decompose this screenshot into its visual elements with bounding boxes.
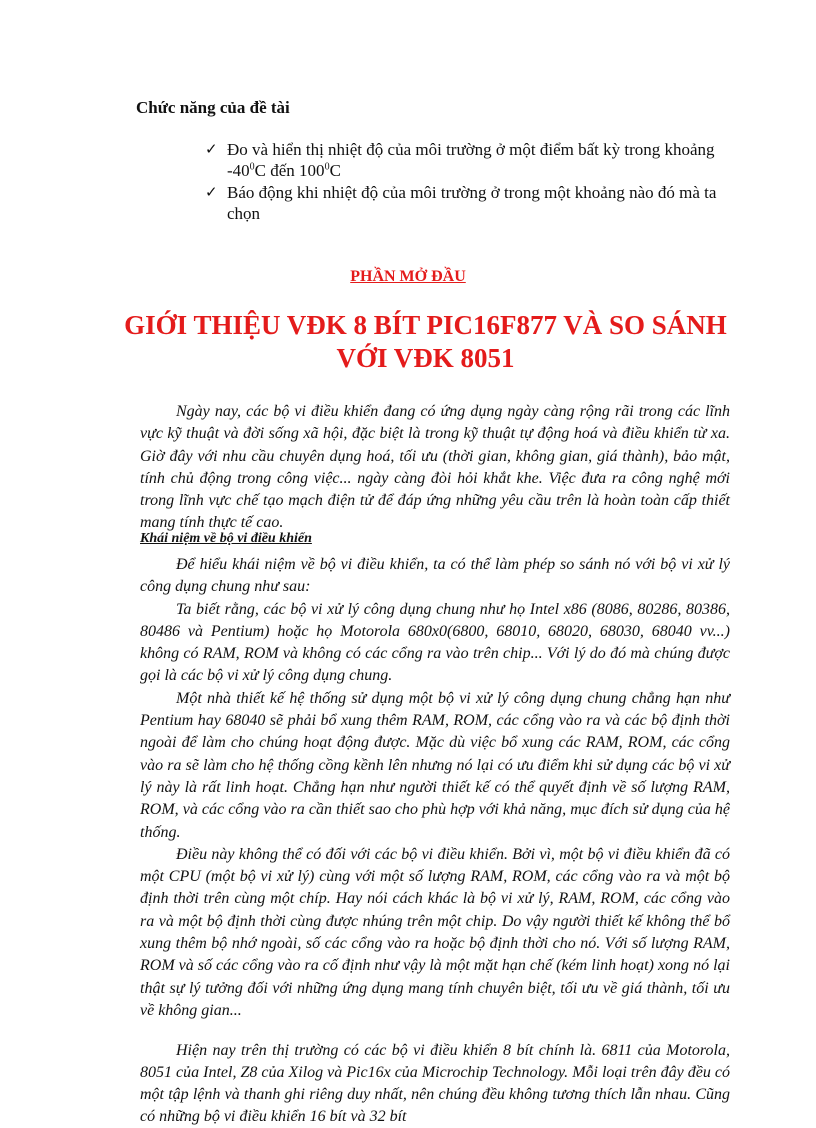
function-heading: Chức năng của đề tài [136, 98, 290, 117]
market-paragraph: Hiện nay trên thị trường có các bộ vi điều khiển 8 bít chính là. 6811 của Motorola, 8051 của Intel, Z8 của Xilog và Pic16x của Microchip Technology. Mỗi loại trên đây đều có một tập lệnh và thanh ghi riêng duy nhất, nên chúng đều không tương thích lẫn nhau. Cũng có những bộ vi điều khiển 16 bít và 32 bít [140, 1042, 730, 1125]
part-title: PHẦN MỞ ĐẦU [350, 268, 466, 285]
concept-heading: Khái niệm về bộ vi điều khiển [140, 531, 312, 546]
intro-paragraph: Ngày nay, các bộ vi điều khiển đang có ứng dụng ngày càng rộng rãi trong các lĩnh vực kỹ thuật và đời sống xã hội, đặc biệt là trong kỹ thuật tự động hoá và điều khiển từ xa. Giờ đây với nhu cầu chuyên dụng hoá, tối ưu (thời gian, không gian, giá thành), bảo mật, tính chủ động trong công việc... ngày càng đòi hỏi khắt khe. Việc đưa ra công nghệ mới trong lĩnh vực chế tạo mạch điện tử để đáp ứng những yêu cầu trên là hoàn toàn cấp thiết mang tính thực tế cao. [140, 403, 730, 532]
list-item: ✓ Báo động khi nhiệt độ của môi trường ở trong một khoảng nào đó mà ta chọn [205, 183, 717, 223]
list-item: ✓ Đo và hiển thị nhiệt độ của môi trường ở một điểm bất kỳ trong khoảng $-40^0C$ đến $100^0C$ [205, 140, 715, 180]
checkmark-icon: ✓ [205, 183, 218, 201]
paragraph: Một nhà thiết kế hệ thống sử dụng một bộ vi xử lý công dụng chung chẳng hạn như Pentium hay 68040 sẽ phải bổ xung thêm RAM, ROM, các cổng vào ra và các bộ định thời ngoài để làm cho chúng hoạt động được. Mặc dù việc bổ xung các RAM, ROM, các cổng vào ra sẽ làm cho hệ thống cồng kềnh lên nhưng nó lại có ưu điểm khi sử dụng các bộ vi xử lý này là rất linh hoạt. Chẳng hạn như người thiết kế có thể quyết định về số lượng RAM, ROM, và các cổng vào ra cần thiết sao cho phù hợp với khả năng, mục đích sử dụng của hệ thống. [140, 689, 730, 841]
checkmark-icon: ✓ [205, 140, 218, 158]
concept-section [140, 554, 730, 1022]
paragraph: Ta biết rằng, các bộ vi xử lý công dụng chung như họ Intel x86 (8086, 80286, 80386, 80486 và Pentium) hoặc họ Motorola 680x0(6800, 68010, 68020, 68030, 68040 vv...) không có RAM, ROM và không có các cổng ra vào trên chip... Với lý do đó mà chúng được gọi là các bộ vi xử lý công dụng chung. [140, 600, 730, 685]
function-list [205, 139, 725, 225]
paragraph: Điều này không thể có đối với các bộ vi điều khiển. Bởi vì, một bộ vi điều khiển đã có một CPU (một bộ vi xử lý) cùng với một số lượng RAM, ROM, các cổng vào ra và một bộ định thời trên cùng một chíp. Hay nói cách khác là bộ vi xử lý, RAM, ROM, các cổng vào ra và một bộ định thời cùng được nhúng trên một chip. Do vậy người thiết kế không thể bổ xung thêm bộ nhớ ngoài, số các cổng vào ra hoặc bộ định thời cho nó. Với số lượng RAM, ROM và số các cổng vào ra cố định như vậy là một mặt hạn chế (kém linh hoạt) xong nó lại thật sự lý tưởng đối với những ứng dụng mang tính chuyên biệt, tối ưu về giá thành, tối ưu về không gian... [140, 845, 730, 1019]
main-title: GIỚI THIỆU VĐK 8 BÍT PIC16F877 VÀ SO SÁNH VỚI VĐK 8051 [124, 310, 727, 373]
paragraph: Để hiểu khái niệm về bộ vi điều khiển, ta có thể làm phép so sánh nó với bộ vi xử lý công dụng chung như sau: [140, 556, 730, 596]
